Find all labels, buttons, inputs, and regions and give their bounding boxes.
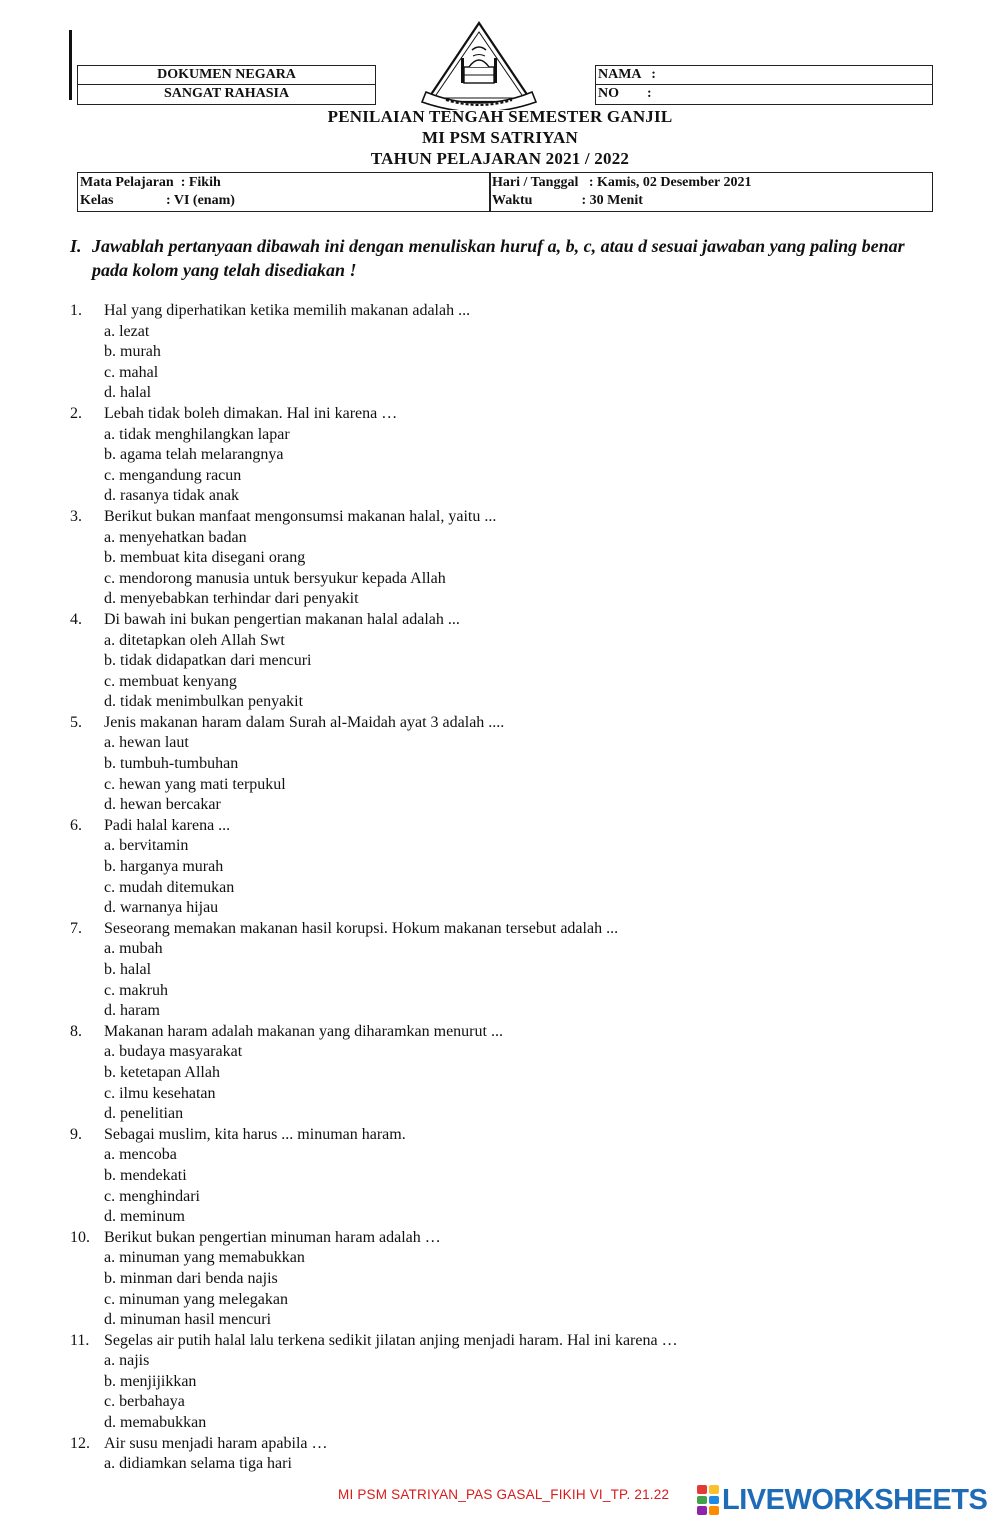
question-text: Seseorang memakan makanan hasil korupsi. Hokum makanan tersebut adalah ...	[104, 919, 619, 937]
question-item	[0, 404, 1000, 507]
question-number: 9.	[70, 1125, 82, 1143]
number-field[interactable]: NO :	[598, 86, 652, 101]
question-text: Air susu menjadi haram apabila …	[104, 1434, 328, 1452]
classification-line-1: DOKUMEN NEGARA	[78, 66, 375, 85]
subject-label: Mata Pelajaran : Fikih	[80, 175, 221, 190]
answer-option[interactable]: b. tidak didapatkan dari mencuri	[104, 652, 312, 670]
school-logo-icon	[420, 20, 538, 110]
question-text: Padi halal karena ...	[104, 816, 231, 834]
section-number: I.	[70, 236, 82, 256]
answer-option[interactable]: a. minuman yang memabukkan	[104, 1249, 305, 1267]
answer-option[interactable]: c. berbahaya	[104, 1393, 185, 1411]
answer-option[interactable]: a. lezat	[104, 322, 150, 340]
answer-option[interactable]: a. hewan laut	[104, 734, 189, 752]
answer-option[interactable]: c. mahal	[104, 363, 159, 381]
answer-option[interactable]: c. membuat kenyang	[104, 672, 237, 690]
question-item	[0, 713, 1000, 816]
question-text: Sebagai muslim, kita harus ... minuman haram.	[104, 1125, 406, 1143]
answer-option[interactable]: d. warnanya hijau	[104, 899, 219, 917]
liveworksheets-icon	[697, 1485, 719, 1515]
classification-box	[77, 65, 376, 105]
answer-option[interactable]: c. mengandung racun	[104, 466, 242, 484]
answer-option[interactable]: a. mubah	[104, 940, 163, 958]
question-item	[0, 919, 1000, 1022]
question-item	[0, 1125, 1000, 1228]
question-item	[0, 610, 1000, 713]
answer-option[interactable]: d. penelitian	[104, 1105, 184, 1123]
liveworksheets-brand: LIVEWORKSHEETS	[722, 1483, 988, 1516]
exam-info-table	[77, 172, 933, 212]
question-number: 4.	[70, 610, 82, 628]
answer-option[interactable]: a. tidak menghilangkan lapar	[104, 425, 290, 443]
answer-option[interactable]: b. murah	[104, 343, 161, 361]
answer-option[interactable]: b. mendekati	[104, 1166, 187, 1184]
answer-option[interactable]: a. ditetapkan oleh Allah Swt	[104, 631, 285, 649]
question-number: 12.	[70, 1434, 90, 1452]
answer-option[interactable]: c. menghindari	[104, 1187, 200, 1205]
question-item	[0, 1331, 1000, 1434]
answer-option[interactable]: c. hewan yang mati terpukul	[104, 775, 286, 793]
answer-option[interactable]: a. bervitamin	[104, 837, 189, 855]
question-item	[0, 1228, 1000, 1331]
liveworksheets-logo	[697, 1480, 987, 1520]
answer-option[interactable]: b. harganya murah	[104, 858, 224, 876]
question-item	[0, 1434, 1000, 1475]
answer-option[interactable]: b. menjijikkan	[104, 1372, 197, 1390]
answer-option[interactable]: a. budaya masyarakat	[104, 1043, 243, 1061]
question-item	[0, 301, 1000, 404]
academic-year: TAHUN PELAJARAN 2021 / 2022	[370, 149, 630, 168]
answer-option[interactable]: a. najis	[104, 1352, 150, 1370]
question-text: Jenis makanan haram dalam Surah al-Maidah ayat 3 adalah ....	[104, 713, 505, 731]
question-item	[0, 507, 1000, 610]
question-item	[0, 1022, 1000, 1125]
answer-option[interactable]: d. minuman hasil mencuri	[104, 1311, 272, 1329]
answer-option[interactable]: d. memabukkan	[104, 1414, 207, 1432]
answer-option[interactable]: c. ilmu kesehatan	[104, 1084, 216, 1102]
class-label: Kelas : VI (enam)	[80, 193, 235, 208]
answer-option[interactable]: a. menyehatkan badan	[104, 528, 247, 546]
question-number: 1.	[70, 302, 82, 319]
answer-option[interactable]: c. makruh	[104, 981, 168, 999]
date-label: Hari / Tanggal : Kamis, 02 Desember 2021	[492, 175, 752, 190]
question-number: 11.	[70, 1331, 90, 1349]
answer-option[interactable]: a. didiamkan selama tiga hari	[104, 1455, 292, 1473]
answer-option[interactable]: b. tumbuh-tumbuhan	[104, 755, 239, 773]
question-number: 10.	[70, 1228, 90, 1246]
question-text: Berikut bukan manfaat mengonsumsi makanan halal, yaitu ...	[104, 507, 497, 525]
question-text: Lebah tidak boleh dimakan. Hal ini karena …	[104, 404, 398, 422]
question-item	[0, 816, 1000, 919]
question-text: Hal yang diperhatikan ketika memilih makanan adalah ...	[104, 302, 471, 319]
exam-title-block	[0, 106, 1000, 169]
answer-option[interactable]: c. minuman yang melegakan	[104, 1290, 288, 1308]
question-number: 3.	[70, 507, 82, 525]
answer-option[interactable]: a. mencoba	[104, 1146, 177, 1164]
answer-option[interactable]: d. menyebabkan terhindar dari penyakit	[104, 590, 359, 608]
answer-option[interactable]: d. rasanya tidak anak	[104, 487, 240, 505]
question-number: 7.	[70, 919, 82, 937]
question-number: 5.	[70, 713, 82, 731]
info-divider	[489, 173, 491, 211]
question-text: Di bawah ini bukan pengertian makanan halal adalah ...	[104, 610, 460, 628]
document-code: MI PSM SATRIYAN_PAS GASAL_FIKIH VI_TP. 21.22	[338, 1487, 670, 1502]
name-field[interactable]: NAMA :	[596, 66, 932, 85]
answer-option[interactable]: d. tidak menimbulkan penyakit	[104, 693, 304, 711]
question-number: 6.	[70, 816, 82, 834]
question-text: Makanan haram adalah makanan yang diharamkan menurut ...	[104, 1022, 503, 1040]
exam-title: PENILAIAN TENGAH SEMESTER GANJIL	[327, 107, 673, 126]
classification-line-2: SANGAT RAHASIA	[163, 86, 290, 101]
question-list	[0, 301, 1000, 1475]
answer-option[interactable]: d. halal	[104, 384, 152, 402]
answer-option[interactable]: b. ketetapan Allah	[104, 1063, 220, 1081]
question-text: Segelas air putih halal lalu terkena sedikit jilatan anjing menjadi haram. Hal ini karena …	[104, 1331, 678, 1349]
answer-option[interactable]: b. halal	[104, 961, 152, 978]
question-number: 2.	[70, 404, 82, 422]
answer-option[interactable]: b. agama telah melarangnya	[104, 446, 284, 464]
question-number: 8.	[70, 1022, 82, 1040]
time-label: Waktu : 30 Menit	[492, 193, 643, 208]
answer-option[interactable]: b. membuat kita disegani orang	[104, 549, 306, 567]
question-text: Berikut bukan pengertian minuman haram adalah …	[104, 1228, 441, 1246]
school-name: MI PSM SATRIYAN	[421, 128, 579, 147]
answer-option[interactable]: c. mudah ditemukan	[104, 878, 235, 896]
answer-option[interactable]: d. hewan bercakar	[104, 796, 221, 814]
answer-option[interactable]: c. mendorong manusia untuk bersyukur kepada Allah	[104, 569, 446, 587]
answer-option[interactable]: d. meminum	[104, 1208, 185, 1226]
answer-option[interactable]: b. minman dari benda najis	[104, 1269, 278, 1287]
answer-option[interactable]: d. haram	[104, 1002, 160, 1020]
student-identity-box	[595, 65, 933, 105]
margin-bar	[69, 30, 72, 100]
instruction-text: Jawablah pertanyaan dibawah ini dengan menuliskan huruf a, b, c, atau d sesuai jawaban yang paling benar pada kolom yang telah disediakan !	[92, 236, 905, 280]
instruction	[70, 234, 940, 282]
